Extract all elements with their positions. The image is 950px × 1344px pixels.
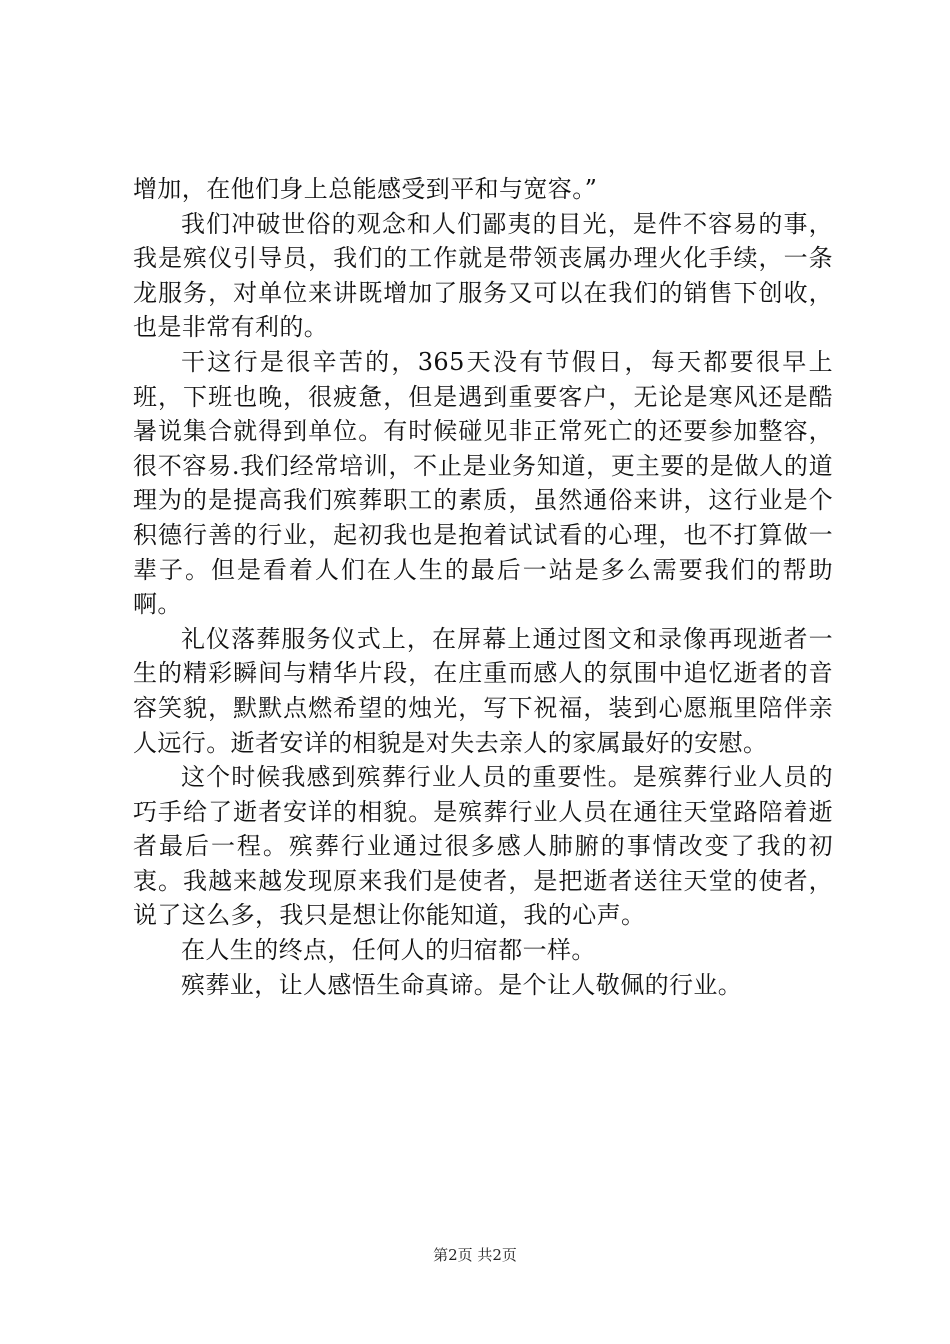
- page-number-footer: 第2页 共2页: [433, 1246, 517, 1264]
- paragraph-5: 这个时候我感到殡葬行业人员的重要性。是殡葬行业人员的巧手给了逝者安详的相貌。是殡葬行业人员在通往天堂路陪着逝者最后一程。殡葬行业通过很多感人肺腑的事情改变了我的初衷。我越来越发现原来我们是使者，是把逝者送往天堂的使者，说了这么多，我只是想让你能知道，我的心声。: [133, 763, 833, 930]
- paragraph-6: 在人生的终点，任何人的归宿都一样。: [181, 936, 596, 965]
- paragraph-3: 干这行是很辛苦的，365天没有节假日，每天都要很早上班，下班也晚，很疲惫，但是遇到重要客户，无论是寒风还是酷暑说集合就得到单位。有时候碰见非正常死亡的还要参加整容，很不容易.我们经常培训，不止是业务知道，更主要的是做人的道理为的是提高我们殡葬职工的素质，虽然通俗来讲，这行业是个积德行善的行业，起初我也是抱着试试看的心理，也不打算做一辈子。但是看着人们在人生的最后一站是多么需要我们的帮助啊。: [133, 347, 833, 619]
- paragraph-4: 礼仪落葬服务仪式上，在屏幕上通过图文和录像再现逝者一生的精彩瞬间与精华片段，在庄重而感人的氛围中追忆逝者的音容笑貌，默默点燃希望的烛光，写下祝福，装到心愿瓶里陪伴亲人远行。逝者安详的相貌是对失去亲人的家属最好的安慰。: [133, 624, 833, 757]
- paragraph-2: 我们冲破世俗的观念和人们鄙夷的目光，是件不容易的事，我是殡仪引导员，我们的工作就是带领丧属办理火化手续，一条龙服务，对单位来讲既增加了服务又可以在我们的销售下创收，也是非常有利的。: [133, 209, 833, 342]
- document-body: [133, 172, 833, 1002]
- paragraph-7: 殡葬业，让人感悟生命真谛。是个让人敬佩的行业。: [181, 970, 743, 999]
- paragraph-1: 增加，在他们身上总能感受到平和与宽容。”: [133, 175, 598, 203]
